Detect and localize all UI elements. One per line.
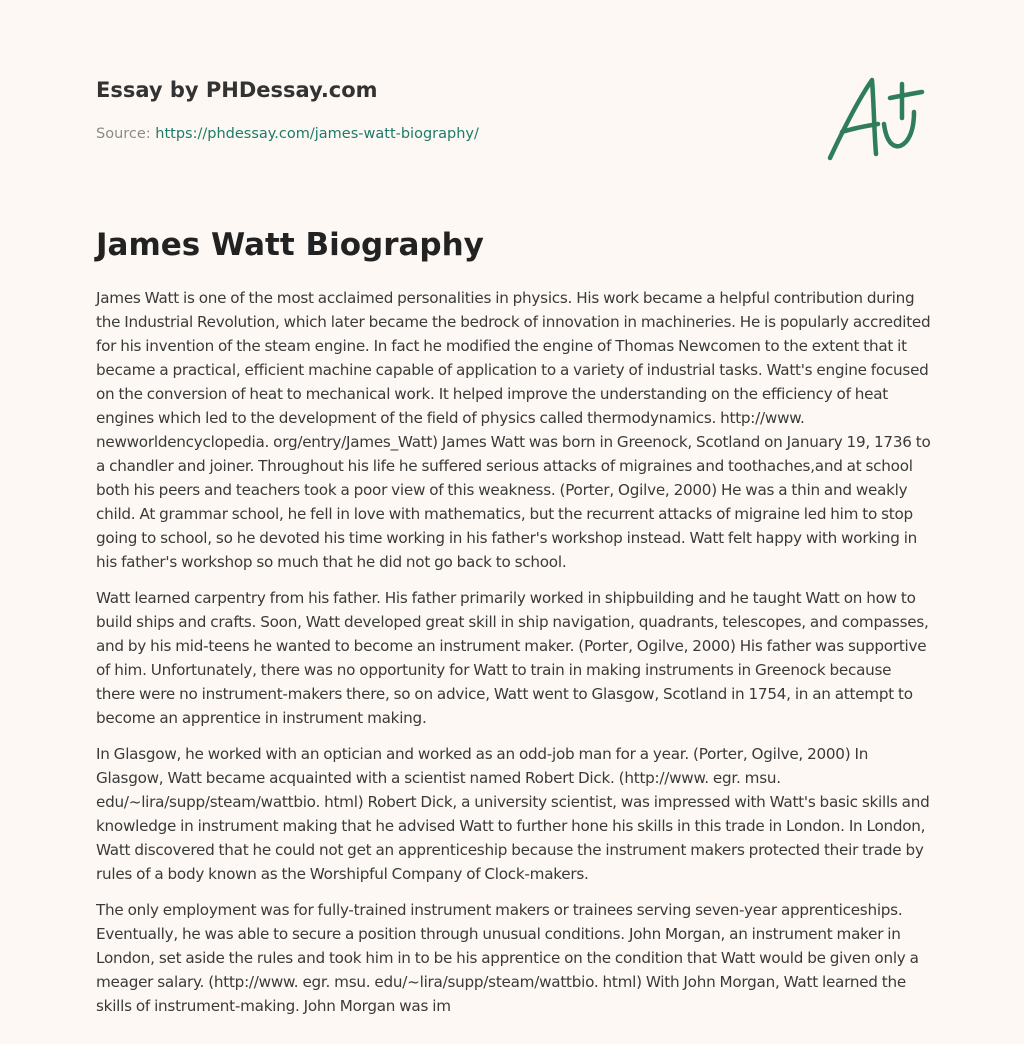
essay-header [96, 76, 796, 144]
essay-paragraph: In Glasgow, he worked with an optician and worked as an odd-job man for a year. (Porter, Ogilve, 2000) In Glasgow, Watt became acquainted with a scientist named Robert Dick. (http://www. egr. msu. edu/~lira/supp/steam/wattbio. html) Robert Dick, a university scientist, was impressed with Watt's basic skills and knowledge in instrument making that he advised Watt to further hone his skills in this trade in London. In London, Watt discovered that he could not get an apprenticeship because the instrument makers protected their trade by rules of a body known as the Worshipful Company of Clock-makers. [96, 745, 930, 883]
essay-paragraph: The only employment was for fully-trained instrument makers or trainees serving seven-year apprenticeships. Eventually, he was able to secure a position through unusual conditions. John Morgan, an instrument maker in London, set aside the rules and took him in to be his apprentice on the condition that Watt would be given only a meager salary. (http://www. egr. msu. edu/~lira/supp/steam/wattbio. html) With John Morgan, Watt learned the skills of instrument-making. John Morgan was im [96, 901, 919, 1015]
source-link[interactable]: https://phdessay.com/james-watt-biography/ [155, 126, 479, 142]
site-title: Essay by PHDessay.com [96, 78, 378, 102]
essay-paragraph: James Watt is one of the most acclaimed personalities in physics. His work became a helpful contribution during the Industrial Revolution, which later became the bedrock of innovation in machineries. He is popularly accredited for his invention of the steam engine. In fact he modified the engine of Thomas Newcomen to the extent that it became a practical, efficient machine capable of application to a variety of industrial tasks. Watt's engine focused on the conversion of heat to mechanical work. It helped improve the understanding on the efficiency of heat engines which led to the development of the field of physics called thermodynamics. http://www. newworldencyclopedia. org/entry/James_Watt) James Watt was born in Greenock, Scotland on January 19, 1736 to a chandler and joiner. Throughout his life he suffered serious attacks of migraines and toothaches,and at school both his peers and teachers took a poor view of this weakness. (Porter, Ogilve, 2000) He was a thin and weakly child. At grammar school, he fell in love with mathematics, but the recurrent attacks of migraine led him to stop going to school, so he devoted his time working in his father's workshop instead. Watt felt happy with working in his father's workshop so much that he did not go back to school. [96, 289, 931, 571]
a-plus-logo-icon [822, 66, 932, 166]
source-label: Source: [96, 126, 151, 142]
essay-body [96, 286, 932, 1030]
essay-paragraph: Watt learned carpentry from his father. His father primarily worked in shipbuilding and he taught Watt on how to build ships and crafts. Soon, Watt developed great skill in ship navigation, quadrants, telescopes, and compasses, and by his mid-teens he wanted to become an instrument maker. (Porter, Ogilve, 2000) His father was supportive of him. Unfortunately, there was no opportunity for Watt to train in making instruments in Greenock because there were no instrument-makers there, so on advice, Watt went to Glasgow, Scotland in 1754, in an attempt to become an apprentice in instrument making. [96, 589, 929, 727]
source-line [96, 124, 796, 144]
essay-title: James Watt Biography [96, 227, 484, 263]
